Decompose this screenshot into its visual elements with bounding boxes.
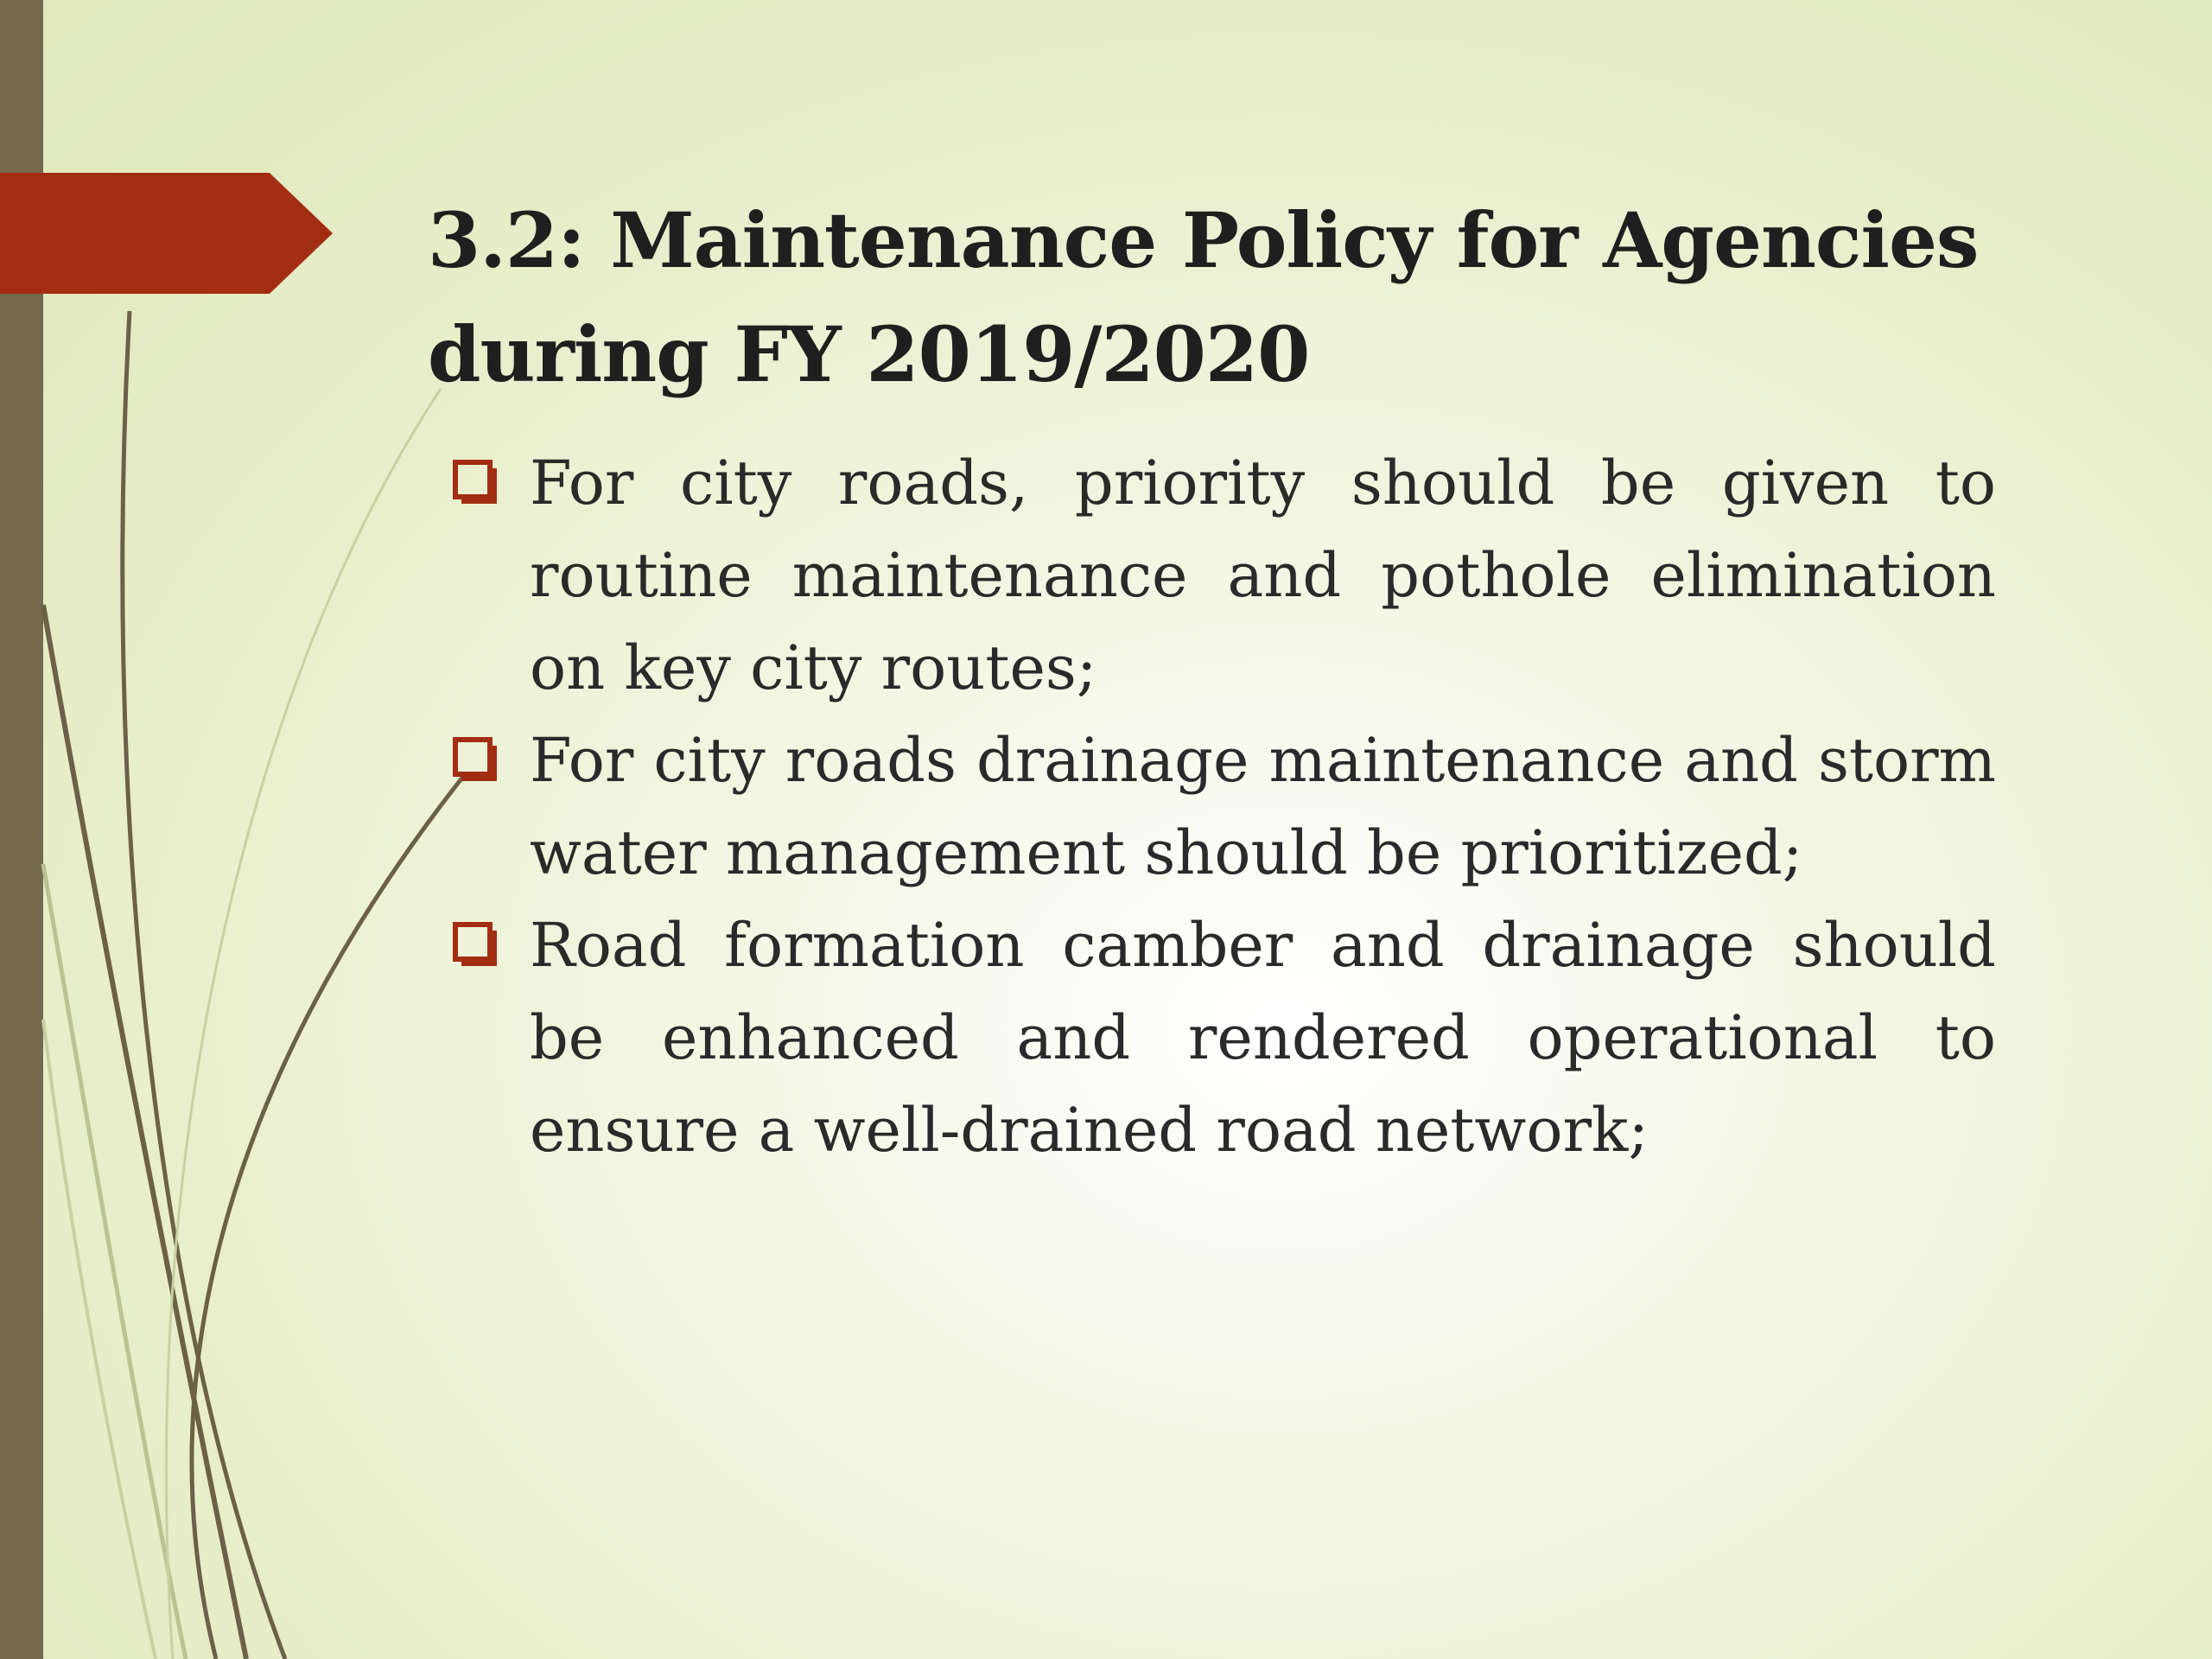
bullet-text: For city roads drainage maintenance and storm water management should be prioritized; [530,725,1996,888]
bullet-item-road-formation-camber [449,899,1996,1177]
slide-title [428,183,2069,411]
hollow-square-bullet-icon [453,737,499,784]
bullet-text: For city roads, priority should be given to routine maintenance and pothole elimination on key city routes; [530,448,1996,703]
decorative-curve [43,605,246,1659]
decorative-curve [192,778,462,1659]
bullet-list [449,437,1996,1177]
hollow-square-bullet-icon [453,922,499,969]
bullet-text: Road formation camber and drainage should be enhanced and rendered operational to ensure a well-drained road network; [530,910,1996,1166]
bullet-item-drainage-maintenance [449,715,1996,899]
hollow-square-bullet-icon [453,460,499,506]
title-line-1: 3.2: Maintenance Policy for Agencies [428,195,1979,285]
title-line-2: during FY 2019/2020 [428,309,1310,399]
bullet-item-city-roads-priority [449,437,1996,715]
title-arrow-tab [0,173,333,294]
